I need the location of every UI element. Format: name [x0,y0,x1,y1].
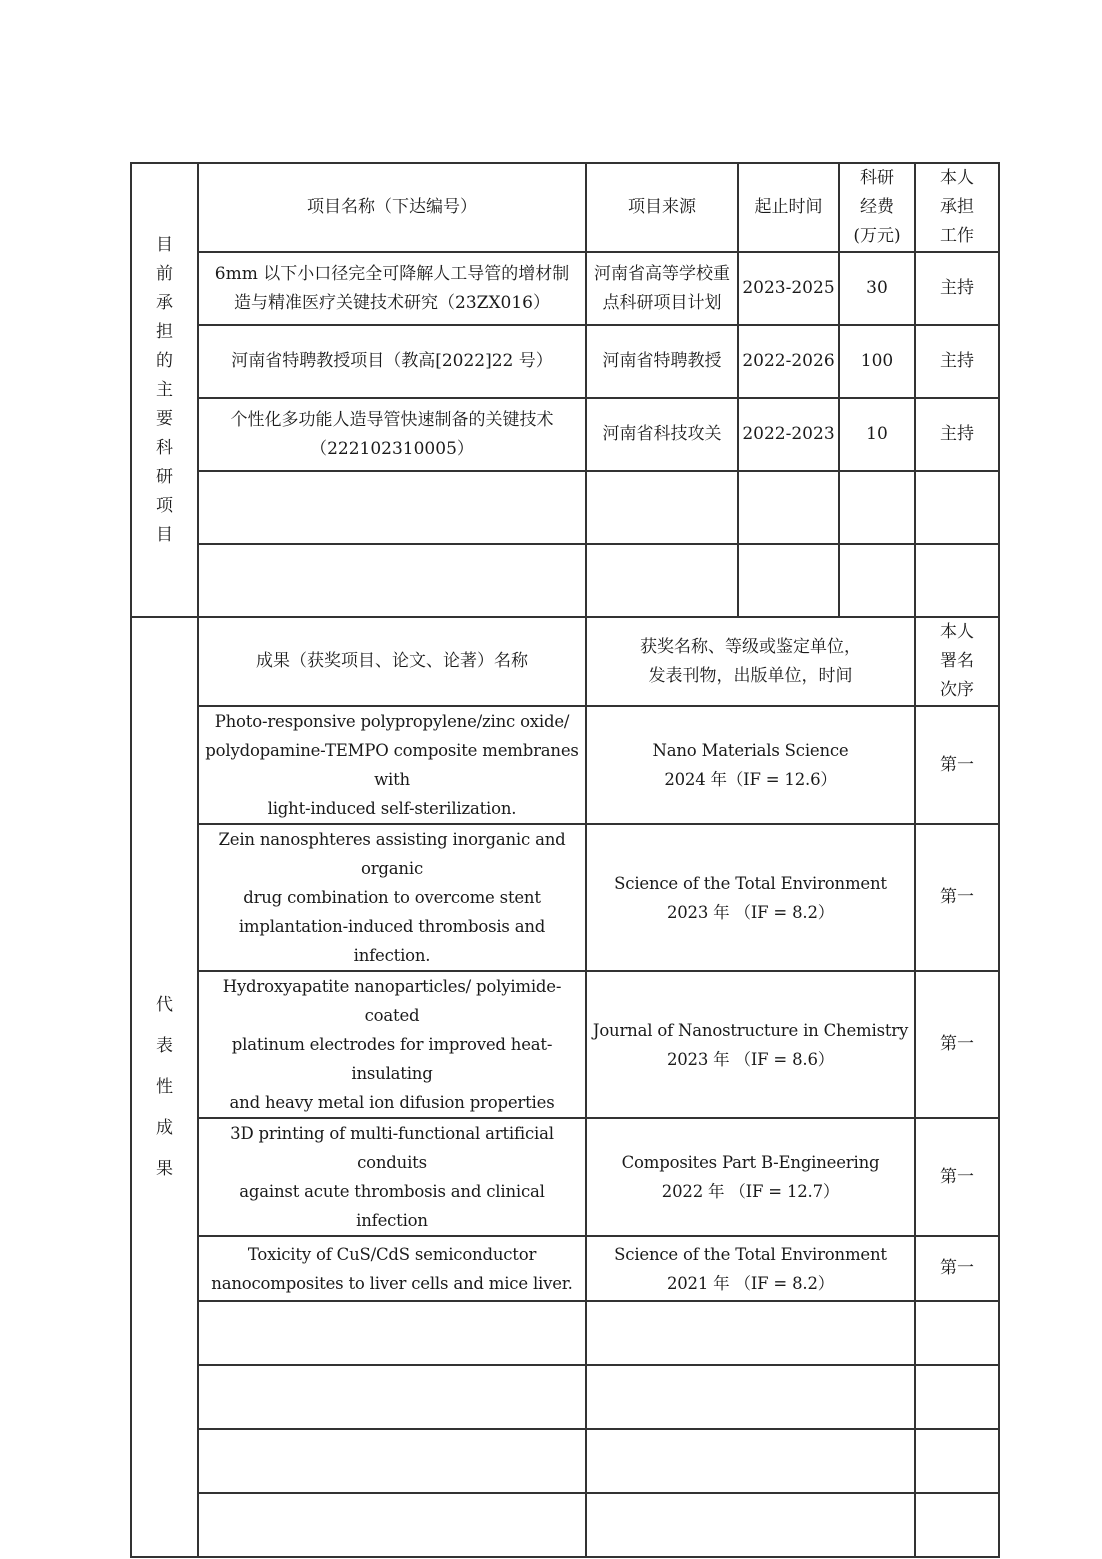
achievement-order-cell: 第一 [915,824,999,971]
achievement-venue-cell: Science of the Total Environment 2021 年 （IF = 8.2） [586,1236,915,1301]
achievement-row [131,706,999,824]
empty-cell [198,1429,586,1493]
project-name-cell: 个性化多功能人造导管快速制备的关键技术 （222102310005） [198,398,586,471]
achievement-name-cell: Toxicity of CuS/CdS semiconductor nanocomposites to liver cells and mice liver. [198,1236,586,1301]
achievement-row-empty [131,1429,999,1493]
project-name-cell: 河南省特聘教授项目（教高[2022]22 号） [198,325,586,398]
achievements-section-label: 代 表 性 成 果 [131,617,198,1557]
achievement-venue-cell: Nano Materials Science 2024 年（IF = 12.6） [586,706,915,824]
empty-cell [915,471,999,544]
project-funding-cell: 30 [839,252,915,325]
project-row [131,325,999,398]
achievement-row-empty [131,1365,999,1429]
project-row [131,252,999,325]
project-source-cell: 河南省高等学校重 点科研项目计划 [586,252,738,325]
achievement-row [131,971,999,1118]
empty-cell [586,1301,915,1365]
project-role-cell: 主持 [915,252,999,325]
header-project-name: 项目名称（下达编号） [198,163,586,252]
empty-cell [915,1493,999,1557]
achievement-name-cell: 3D printing of multi-functional artificial conduits against acute thrombosis and clinical infection [198,1118,586,1236]
achievement-row [131,1118,999,1236]
header-author-order: 本人 署名 次序 [915,617,999,706]
empty-cell [586,471,738,544]
achievement-row [131,1236,999,1301]
empty-cell [198,471,586,544]
project-period-cell: 2022-2023 [738,398,839,471]
project-funding-cell: 10 [839,398,915,471]
project-row-empty [131,471,999,544]
header-achievement-venue: 获奖名称、等级或鉴定单位， 发表刊物，出版单位，时间 [586,617,915,706]
achievement-name-cell: Zein nanosphteres assisting inorganic and organic drug combination to overcome stent implantation-induced thrombosis and infection. [198,824,586,971]
project-role-cell: 主持 [915,398,999,471]
empty-cell [738,544,839,617]
achievement-row-empty [131,1301,999,1365]
achievement-name-cell: Hydroxyapatite nanoparticles/ polyimide- coated platinum electrodes for improved heat- insulating and heavy metal ion difusion properties [198,971,586,1118]
achievement-row [131,824,999,971]
empty-cell [586,1365,915,1429]
achievement-order-cell: 第一 [915,1118,999,1236]
empty-cell [915,1365,999,1429]
achievement-order-cell: 第一 [915,706,999,824]
empty-cell [738,471,839,544]
empty-cell [198,1493,586,1557]
header-project-source: 项目来源 [586,163,738,252]
empty-cell [198,544,586,617]
projects-header-row [131,163,999,252]
header-project-period: 起止时间 [738,163,839,252]
projects-section-label: 目 前 承 担 的 主 要 科 研 项 目 [131,163,198,617]
achievement-name-cell: Photo-responsive polypropylene/zinc oxide/ polydopamine-TEMPO composite membranes with light-induced self-sterilization. [198,706,586,824]
header-funding: 科研 经费 (万元) [839,163,915,252]
project-row-empty [131,544,999,617]
project-period-cell: 2023-2025 [738,252,839,325]
empty-cell [586,1493,915,1557]
empty-cell [198,1301,586,1365]
header-achievement-name: 成果（获奖项目、论文、论著）名称 [198,617,586,706]
empty-cell [198,1365,586,1429]
achievement-order-cell: 第一 [915,1236,999,1301]
research-form-table [130,162,1000,1558]
achievement-venue-cell: Composites Part B-Engineering 2022 年 （IF = 12.7） [586,1118,915,1236]
project-role-cell: 主持 [915,325,999,398]
empty-cell [915,1301,999,1365]
empty-cell [915,1429,999,1493]
project-source-cell: 河南省科技攻关 [586,398,738,471]
achievement-venue-cell: Science of the Total Environment 2023 年 （IF = 8.2） [586,824,915,971]
project-period-cell: 2022-2026 [738,325,839,398]
achievement-row-empty [131,1493,999,1557]
achievements-header-row [131,617,999,706]
empty-cell [839,544,915,617]
achievement-order-cell: 第一 [915,971,999,1118]
header-role: 本人 承担 工作 [915,163,999,252]
empty-cell [586,544,738,617]
project-name-cell: 6mm 以下小口径完全可降解人工导管的增材制 造与精准医疗关键技术研究（23ZX016） [198,252,586,325]
achievement-venue-cell: Journal of Nanostructure in Chemistry 2023 年 （IF = 8.6） [586,971,915,1118]
project-funding-cell: 100 [839,325,915,398]
empty-cell [839,471,915,544]
empty-cell [915,544,999,617]
project-row [131,398,999,471]
empty-cell [586,1429,915,1493]
project-source-cell: 河南省特聘教授 [586,325,738,398]
